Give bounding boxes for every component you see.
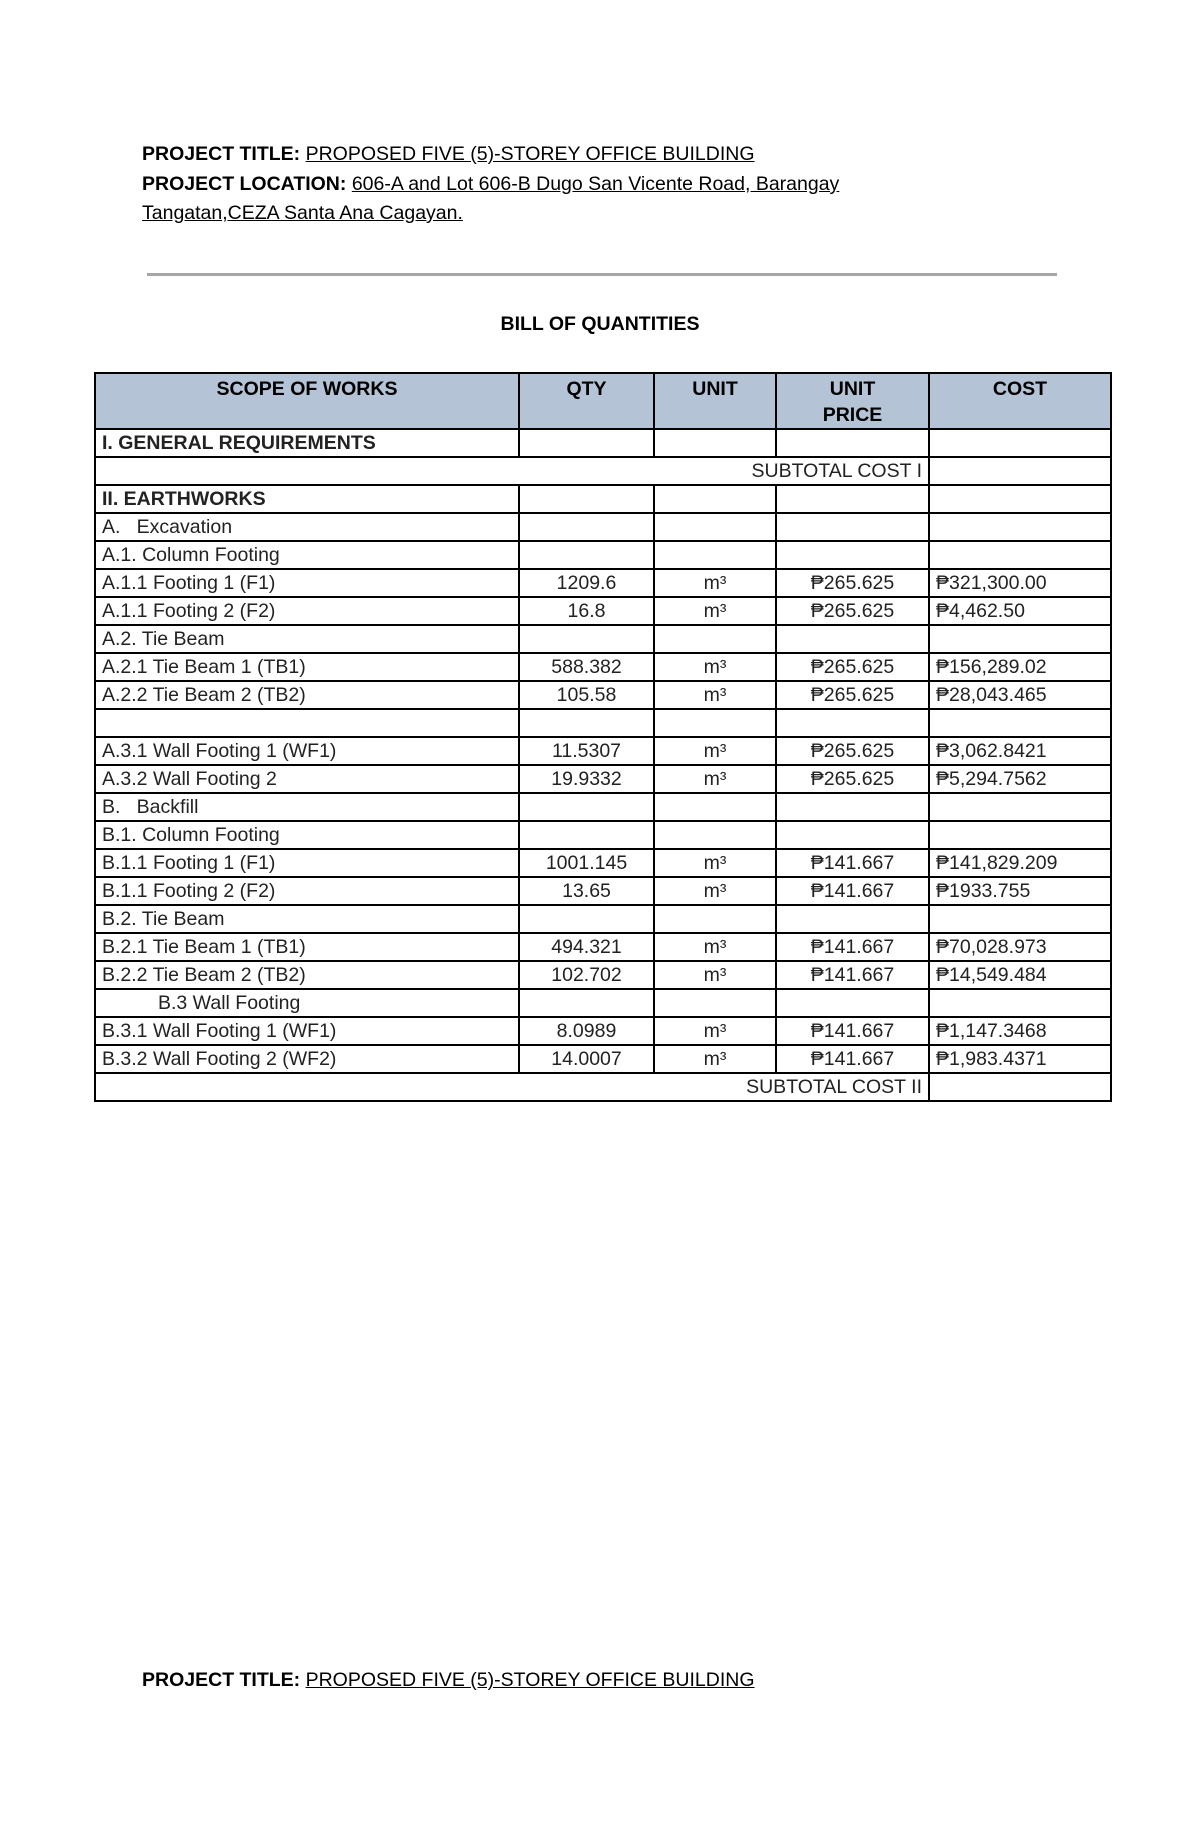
unit-price-cell: ₱141.667 <box>776 1017 929 1045</box>
unit-cell: m³ <box>654 933 776 961</box>
qty-cell: 13.65 <box>519 877 654 905</box>
unit-price-cell: ₱265.625 <box>776 569 929 597</box>
unit-cell: m³ <box>654 1017 776 1045</box>
table-row <box>95 877 1111 905</box>
table-row <box>95 597 1111 625</box>
col-scope-header: SCOPE OF WORKS <box>95 373 519 429</box>
footer-project-title-value: PROPOSED FIVE (5)-STOREY OFFICE BUILDING <box>305 1669 755 1691</box>
cost-cell: ₱156,289.02 <box>929 653 1111 681</box>
table-row <box>95 849 1111 877</box>
unit-cell: m³ <box>654 1045 776 1073</box>
unit-price-cell: ₱265.625 <box>776 737 929 765</box>
scope-cell: A.1. Column Footing <box>95 541 519 569</box>
scope-cell: II. EARTHWORKS <box>95 485 519 513</box>
subtotal-value <box>929 1073 1111 1101</box>
subtotal-row <box>95 1073 1111 1101</box>
unit-cell: m³ <box>654 765 776 793</box>
col-unit-price-header: UNIT PRICE <box>776 373 929 429</box>
scope-cell: B.2.2 Tie Beam 2 (TB2) <box>95 961 519 989</box>
unit-price-cell: ₱141.667 <box>776 849 929 877</box>
scope-cell: A.3.2 Wall Footing 2 <box>95 765 519 793</box>
cost-cell: ₱28,043.465 <box>929 681 1111 709</box>
subtotal-value <box>929 457 1111 485</box>
bill-of-quantities-title: BILL OF QUANTITIES <box>500 313 700 335</box>
qty-cell: 102.702 <box>519 961 654 989</box>
scope-cell: B.2. Tie Beam <box>95 905 519 933</box>
scope-cell: A.2.2 Tie Beam 2 (TB2) <box>95 681 519 709</box>
table-row <box>95 541 1111 569</box>
section-row <box>95 429 1111 457</box>
table-row <box>95 765 1111 793</box>
project-title-label: PROJECT TITLE: <box>142 143 301 165</box>
cost-cell: ₱5,294.7562 <box>929 765 1111 793</box>
scope-cell: A.2.1 Tie Beam 1 (TB1) <box>95 653 519 681</box>
col-qty-header: QTY <box>519 373 654 429</box>
project-location-line <box>142 170 839 199</box>
scope-cell: A. Excavation <box>95 513 519 541</box>
scope-cell: A.1.1 Footing 1 (F1) <box>95 569 519 597</box>
unit-price-cell: ₱265.625 <box>776 597 929 625</box>
table-row <box>95 681 1111 709</box>
table-row <box>95 513 1111 541</box>
subtotal-label: SUBTOTAL COST I <box>95 457 929 485</box>
cost-cell: ₱1933.755 <box>929 877 1111 905</box>
unit-price-cell: ₱141.667 <box>776 961 929 989</box>
footer-project-title-label: PROJECT TITLE: <box>142 1669 301 1691</box>
scope-cell: B.2.1 Tie Beam 1 (TB1) <box>95 933 519 961</box>
scope-cell: B.3.1 Wall Footing 1 (WF1) <box>95 1017 519 1045</box>
unit-price-cell: ₱265.625 <box>776 681 929 709</box>
unit-cell: m³ <box>654 597 776 625</box>
scope-cell: B.3 Wall Footing <box>95 989 519 1017</box>
table-row-empty <box>95 709 1111 737</box>
qty-cell: 14.0007 <box>519 1045 654 1073</box>
cost-cell: ₱1,147.3468 <box>929 1017 1111 1045</box>
unit-price-cell: ₱265.625 <box>776 765 929 793</box>
project-title-line <box>142 140 755 169</box>
unit-cell: m³ <box>654 961 776 989</box>
qty-cell: 1209.6 <box>519 569 654 597</box>
cost-cell: ₱1,983.4371 <box>929 1045 1111 1073</box>
horizontal-divider <box>147 273 1057 276</box>
cost-cell: ₱321,300.00 <box>929 569 1111 597</box>
scope-cell: A.3.1 Wall Footing 1 (WF1) <box>95 737 519 765</box>
table-row <box>95 793 1111 821</box>
bill-of-quantities-table <box>94 372 1112 1102</box>
qty-cell: 105.58 <box>519 681 654 709</box>
cost-cell: ₱14,549.484 <box>929 961 1111 989</box>
scope-cell: I. GENERAL REQUIREMENTS <box>95 429 519 457</box>
table-row <box>95 821 1111 849</box>
table-row <box>95 1017 1111 1045</box>
unit-price-cell: ₱265.625 <box>776 653 929 681</box>
subtotal-label: SUBTOTAL COST II <box>95 1073 929 1101</box>
project-location-line-2 <box>142 199 463 228</box>
table-row <box>95 653 1111 681</box>
table-row <box>95 625 1111 653</box>
table-row <box>95 961 1111 989</box>
unit-cell: m³ <box>654 569 776 597</box>
unit-price-cell: ₱141.667 <box>776 933 929 961</box>
cost-cell: ₱141,829.209 <box>929 849 1111 877</box>
unit-cell: m³ <box>654 849 776 877</box>
table-row <box>95 933 1111 961</box>
unit-cell: m³ <box>654 653 776 681</box>
unit-price-cell: ₱141.667 <box>776 1045 929 1073</box>
table-row <box>95 569 1111 597</box>
qty-cell: 588.382 <box>519 653 654 681</box>
scope-cell: A.1.1 Footing 2 (F2) <box>95 597 519 625</box>
unit-cell: m³ <box>654 877 776 905</box>
unit-cell: m³ <box>654 737 776 765</box>
col-cost-header: COST <box>929 373 1111 429</box>
qty-cell: 11.5307 <box>519 737 654 765</box>
table-row <box>95 989 1111 1017</box>
table-header-row <box>95 373 1111 429</box>
scope-cell: B.3.2 Wall Footing 2 (WF2) <box>95 1045 519 1073</box>
qty-cell: 16.8 <box>519 597 654 625</box>
scope-cell: A.2. Tie Beam <box>95 625 519 653</box>
unit-cell: m³ <box>654 681 776 709</box>
scope-cell: B.1. Column Footing <box>95 821 519 849</box>
qty-cell: 8.0989 <box>519 1017 654 1045</box>
table-row <box>95 737 1111 765</box>
footer-project-title-line <box>142 1666 755 1695</box>
subtotal-row <box>95 457 1111 485</box>
qty-cell: 494.321 <box>519 933 654 961</box>
qty-cell: 1001.145 <box>519 849 654 877</box>
project-title-value: PROPOSED FIVE (5)-STOREY OFFICE BUILDING <box>305 143 755 165</box>
cost-cell: ₱70,028.973 <box>929 933 1111 961</box>
col-unit-header: UNIT <box>654 373 776 429</box>
section-row <box>95 485 1111 513</box>
project-location-label: PROJECT LOCATION: <box>142 173 347 195</box>
scope-cell: B. Backfill <box>95 793 519 821</box>
project-location-value-1: 606-A and Lot 606-B Dugo San Vicente Road, Barangay <box>351 173 840 195</box>
table-row <box>95 905 1111 933</box>
cost-cell: ₱3,062.8421 <box>929 737 1111 765</box>
table-row <box>95 1045 1111 1073</box>
scope-cell: B.1.1 Footing 1 (F1) <box>95 849 519 877</box>
qty-cell: 19.9332 <box>519 765 654 793</box>
scope-cell: B.1.1 Footing 2 (F2) <box>95 877 519 905</box>
unit-price-cell: ₱141.667 <box>776 877 929 905</box>
project-location-value-2: Tangatan,CEZA Santa Ana Cagayan. <box>142 202 463 224</box>
cost-cell: ₱4,462.50 <box>929 597 1111 625</box>
